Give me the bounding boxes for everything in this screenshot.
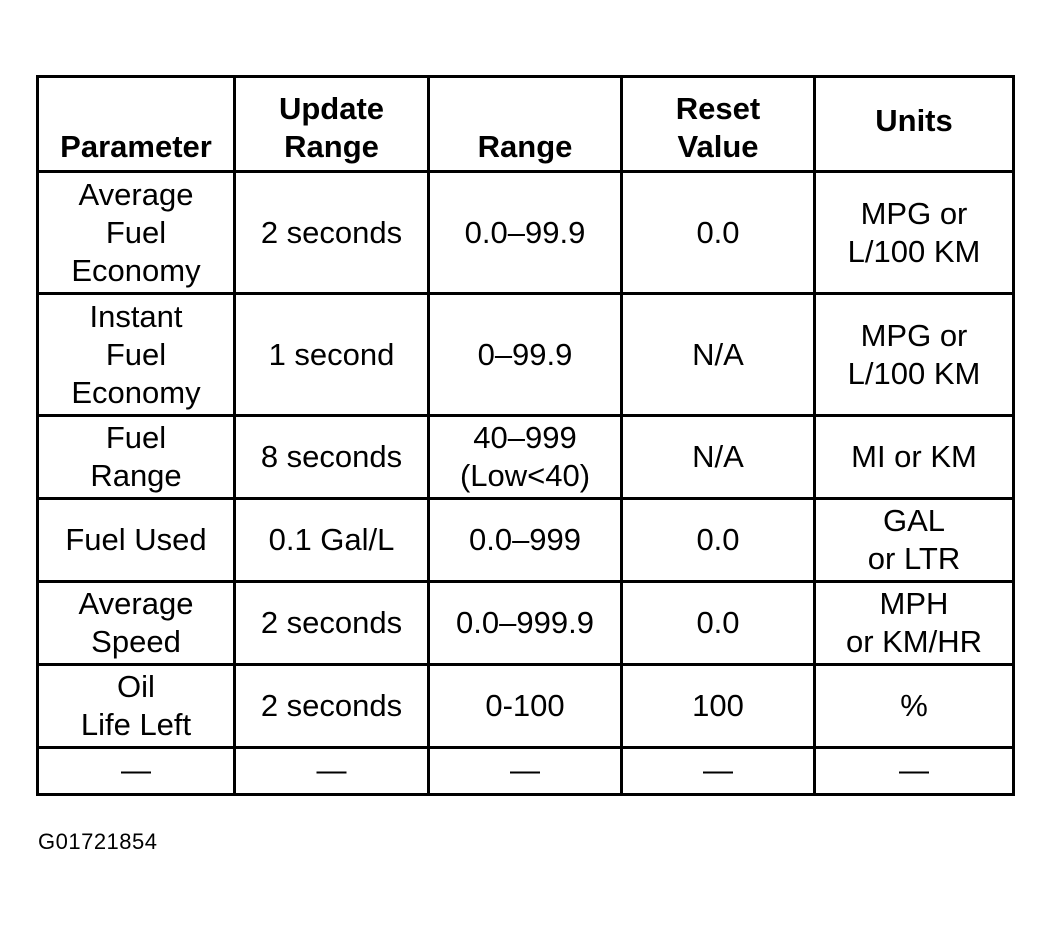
cell-reset-value: N/A — [622, 416, 815, 499]
cell-reset-value: 0.0 — [622, 582, 815, 665]
cell-update-range: 8 seconds — [235, 416, 429, 499]
cell-update-range: 0.1 Gal/L — [235, 499, 429, 582]
cell-units: — — [815, 748, 1014, 795]
cell-units: MPG or L/100 KM — [815, 294, 1014, 416]
cell-units: GAL or LTR — [815, 499, 1014, 582]
cell-range: 0-100 — [429, 665, 622, 748]
cell-reset-value: N/A — [622, 294, 815, 416]
cell-update-range: 1 second — [235, 294, 429, 416]
parameter-table — [36, 75, 1015, 796]
cell-parameter: Instant Fuel Economy — [38, 294, 235, 416]
cell-update-range: 2 seconds — [235, 665, 429, 748]
cell-range: 0–99.9 — [429, 294, 622, 416]
cell-units: MI or KM — [815, 416, 1014, 499]
cell-range: 0.0–99.9 — [429, 172, 622, 294]
cell-reset-value: 100 — [622, 665, 815, 748]
cell-parameter: — — [38, 748, 235, 795]
cell-units: MPH or KM/HR — [815, 582, 1014, 665]
header-range: Range — [429, 77, 622, 172]
table-row — [38, 582, 1014, 665]
cell-range: 40–999 (Low<40) — [429, 416, 622, 499]
parameter-table-container — [36, 75, 1012, 796]
cell-parameter: Fuel Used — [38, 499, 235, 582]
table-row — [38, 748, 1014, 795]
cell-update-range: 2 seconds — [235, 172, 429, 294]
header-units: Units — [815, 77, 1014, 172]
table-row — [38, 665, 1014, 748]
cell-parameter: Fuel Range — [38, 416, 235, 499]
header-reset-value: Reset Value — [622, 77, 815, 172]
cell-range: 0.0–999 — [429, 499, 622, 582]
table-row — [38, 294, 1014, 416]
cell-parameter: Oil Life Left — [38, 665, 235, 748]
table-row — [38, 172, 1014, 294]
cell-parameter: Average Fuel Economy — [38, 172, 235, 294]
cell-update-range: — — [235, 748, 429, 795]
figure-id: G01721854 — [38, 829, 158, 854]
cell-update-range: 2 seconds — [235, 582, 429, 665]
cell-units: % — [815, 665, 1014, 748]
cell-reset-value: 0.0 — [622, 172, 815, 294]
header-row — [38, 77, 1014, 172]
cell-reset-value: 0.0 — [622, 499, 815, 582]
cell-parameter: Average Speed — [38, 582, 235, 665]
header-parameter: Parameter — [38, 77, 235, 172]
header-update-range: Update Range — [235, 77, 429, 172]
table-row — [38, 499, 1014, 582]
table-row — [38, 416, 1014, 499]
cell-units: MPG or L/100 KM — [815, 172, 1014, 294]
cell-reset-value: — — [622, 748, 815, 795]
cell-range: — — [429, 748, 622, 795]
cell-range: 0.0–999.9 — [429, 582, 622, 665]
